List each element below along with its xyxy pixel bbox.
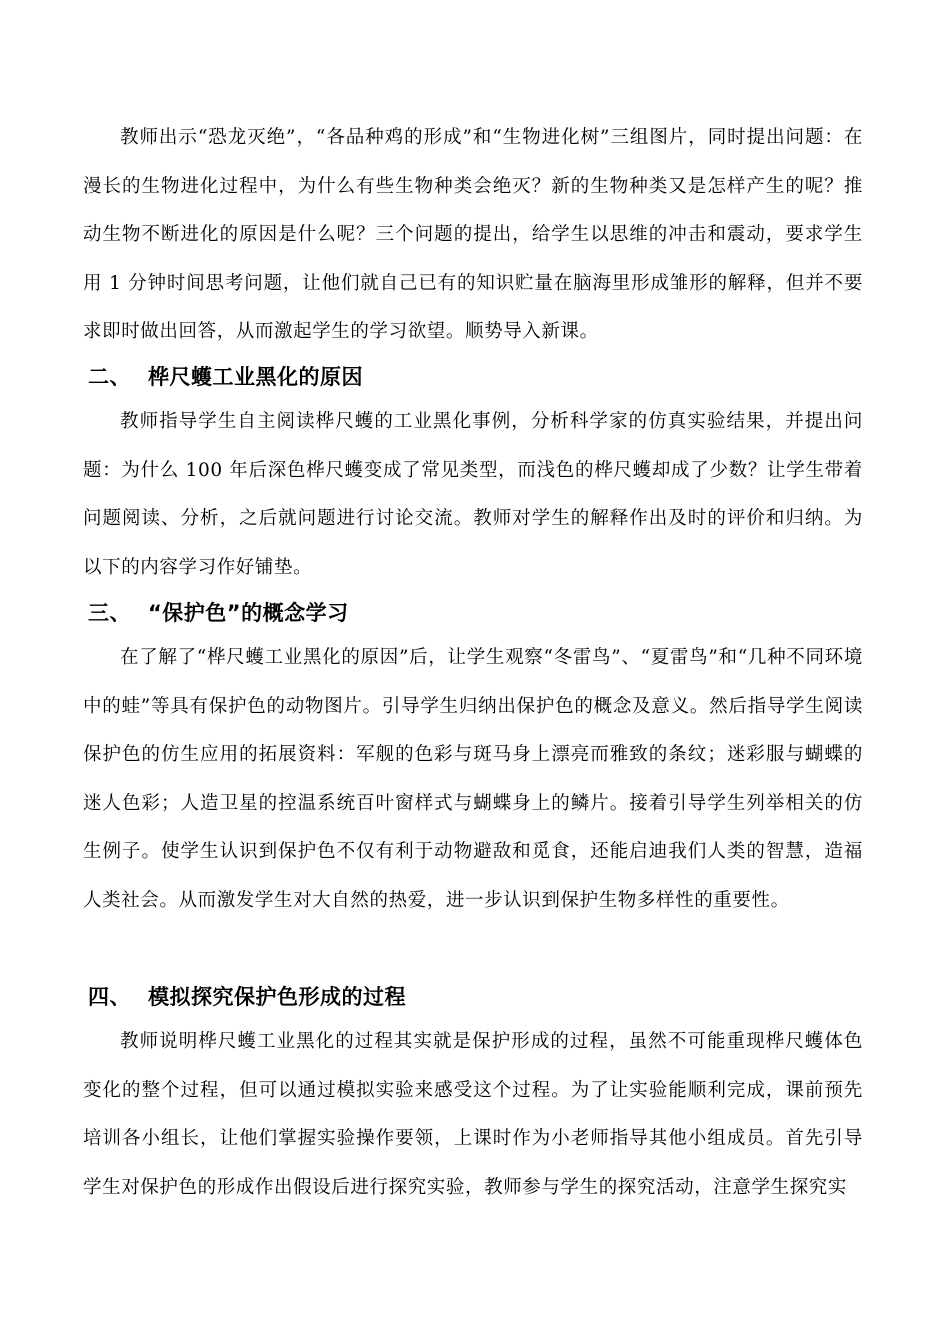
section-number: 二、	[88, 365, 131, 389]
section-paragraph-2: 教师指导学生自主阅读桦尺蠖的工业黑化事例，分析科学家的仿真实验结果，并提出问题：为什么 100 年后深色桦尺蠖变成了常见类型，而浅色的桦尺蠖却成了少数？让学生带着问题阅读、分析，之后就问题进行讨论交流。教师对学生的解释作出及时的评价和归纳。为以下的内容学习作好铺垫。	[83, 411, 863, 578]
section-heading-3	[88, 598, 868, 628]
section-title: 模拟探究保护色形成的过程	[148, 985, 406, 1009]
section-paragraph-4: 教师说明桦尺蠖工业黑化的过程其实就是保护形成的过程，虽然不可能重现桦尺蠖体色变化的整个过程，但可以通过模拟实验来感受这个过程。为了让实验能顺利完成，课前预先培训各小组长，让他们掌握实验操作要领，上课时作为小老师指导其他小组成员。首先引导学生对保护色的形成作出假设后进行探究实验，教师参与学生的探究活动，注意学生探究实	[83, 1031, 863, 1198]
section-title: 桦尺蠖工业黑化的原因	[148, 365, 363, 389]
intro-paragraph: 教师出示“恐龙灭绝”，“各品种鸡的形成”和“生物进化树”三组图片，同时提出问题：在漫长的生物进化过程中，为什么有些生物种类会绝灭？新的生物种类又是怎样产生的呢？推动生物不断进化的原因是什么呢？三个问题的提出，给学生以思维的冲击和震动，要求学生用 1 分钟时间思考问题，让他们就自己已有的知识贮量在脑海里形成雏形的解释，但并不要求即时做出回答，从而激起学生的学习欲望。顺势导入新课。	[83, 127, 863, 343]
section-heading-2	[88, 362, 868, 392]
section-number: 四、	[88, 985, 131, 1009]
section-paragraph-3: 在了解了“桦尺蠖工业黑化的原因”后，让学生观察“冬雷鸟”、“夏雷鸟”和“几种不同环境中的蛙”等具有保护色的动物图片。引导学生归纳出保护色的概念及意义。然后指导学生阅读保护色的仿生应用的拓展资料：军舰的色彩与斑马身上漂亮而雅致的条纹；迷彩服与蝴蝶的迷人色彩；人造卫星的控温系统百叶窗样式与蝴蝶身上的鳞片。接着引导学生列举相关的仿生例子。使学生认识到保护色不仅有利于动物避敌和觅食，还能启迪我们人类的智慧，造福人类社会。从而激发学生对大自然的热爱，进一步认识到保护生物多样性的重要性。	[83, 647, 863, 911]
section-number: 三、	[88, 601, 131, 625]
section-heading-4	[88, 982, 868, 1012]
section-title: “保护色”的概念学习	[148, 601, 349, 625]
